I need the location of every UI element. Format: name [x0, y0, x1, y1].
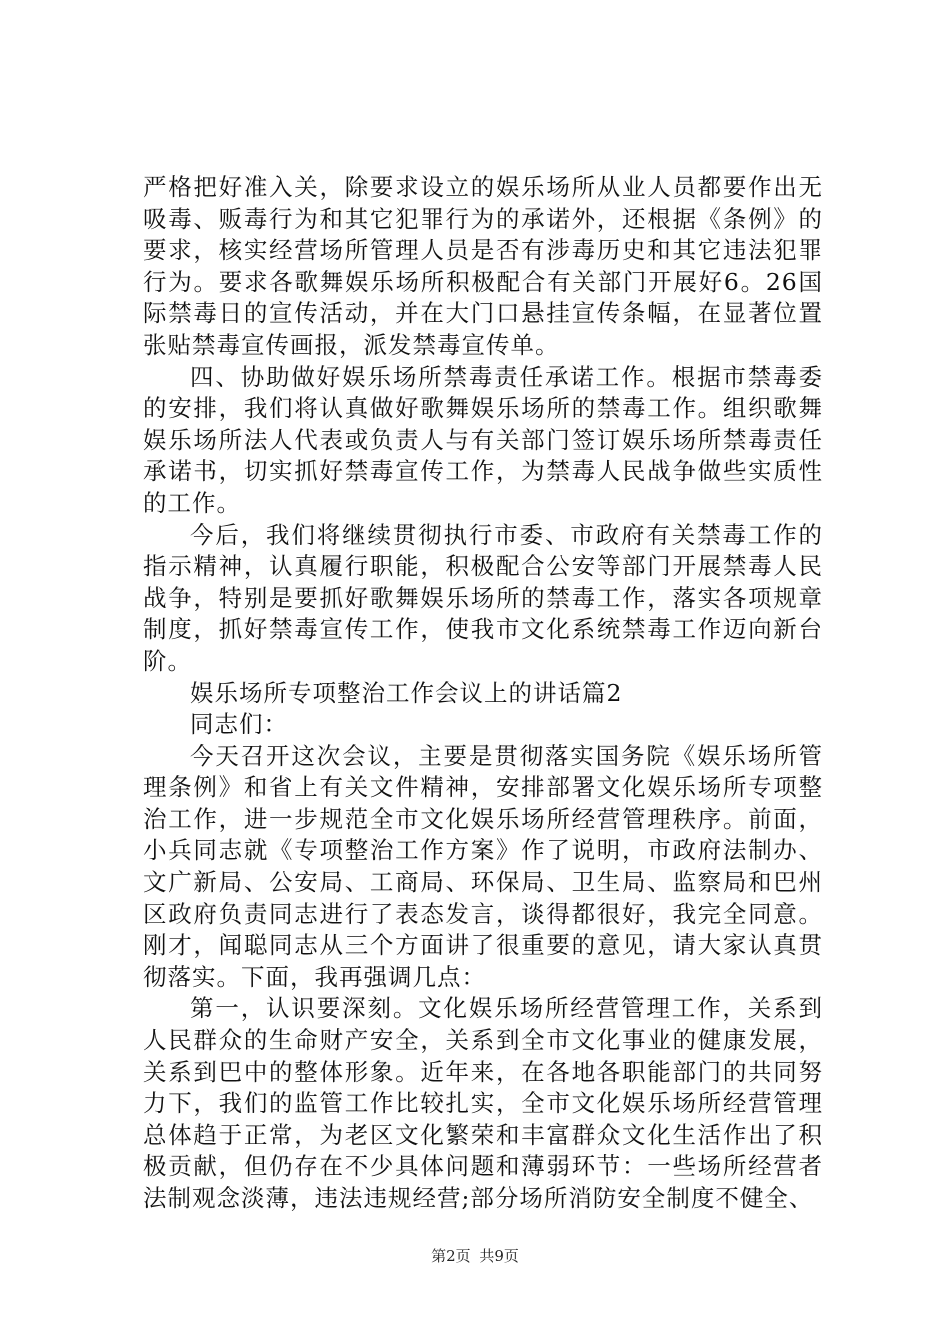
page-total: 共9页: [479, 1247, 519, 1265]
paragraph-3: 今后，我们将继续贯彻执行市委、市政府有关禁毒工作的指示精神，认真履行职能，积极配合公安等部门开展禁毒人民战争，特别是要抓好歌舞娱乐场所的禁毒工作，落实各项规章制度，抓好禁毒宣传工作，使我市文化系统禁毒工作迈向新台阶。: [143, 520, 823, 675]
document-body: [143, 172, 823, 1215]
page-number: 第2页: [431, 1247, 471, 1265]
page-footer: [0, 1245, 950, 1266]
paragraph-2: 四、协助做好娱乐场所禁毒责任承诺工作。根据市禁毒委的安排，我们将认真做好歌舞娱乐场所的禁毒工作。组织歌舞娱乐场所法人代表或负责人与有关部门签订娱乐场所禁毒责任承诺书，切实抓好禁毒宣传工作，为禁毒人民战争做些实质性的工作。: [143, 362, 823, 517]
paragraph-4: 今天召开这次会议，主要是贯彻落实国务院《娱乐场所管理条例》和省上有关文件精神，安排部署文化娱乐场所专项整治工作，进一步规范全市文化娱乐场所经营管理秩序。前面，小兵同志就《专项整治工作方案》作了说明，市政府法制办、文广新局、公安局、工商局、环保局、卫生局、监察局和巴州区政府负责同志进行了表态发言，谈得都很好，我完全同意。刚才，闻聪同志从三个方面讲了很重要的意见，请大家认真贯彻落实。下面，我再强调几点：: [143, 741, 823, 991]
paragraph-5: 第一，认识要深刻。文化娱乐场所经营管理工作，关系到人民群众的生命财产安全，关系到全市文化事业的健康发展，关系到巴中的整体形象。近年来，在各地各职能部门的共同努力下，我们的监管工作比较扎实，全市文化娱乐场所经营管理总体趋于正常，为老区文化繁荣和丰富群众文化生活作出了积极贡献，但仍存在不少具体问题和薄弱环节：一些场所经营者法制观念淡薄，违法违规经营;部分场所消防安全制度不健全、: [143, 994, 823, 1212]
section-heading: 娱乐场所专项整治工作会议上的讲话篇2: [190, 678, 623, 707]
salutation: 同志们：: [190, 710, 288, 739]
paragraph-1: 严格把好准入关，除要求设立的娱乐场所从业人员都要作出无吸毒、贩毒行为和其它犯罪行为的承诺外，还根据《条例》的要求，核实经营场所管理人员是否有涉毒历史和其它违法犯罪行为。要求各歌舞娱乐场所积极配合有关部门开展好6。26国际禁毒日的宣传活动，并在大门口悬挂宣传条幅，在显著位置张贴禁毒宣传画报，派发禁毒宣传单。: [143, 173, 823, 359]
